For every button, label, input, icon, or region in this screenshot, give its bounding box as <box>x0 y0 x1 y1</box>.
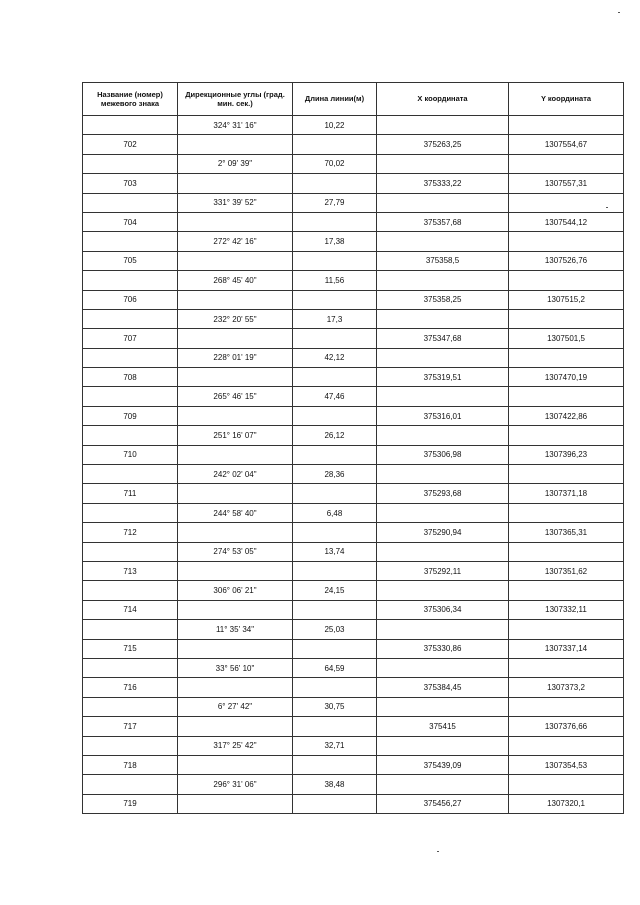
table-row <box>83 212 624 231</box>
direction-angle-cell <box>178 523 293 542</box>
line-length-cell <box>293 561 377 580</box>
x-coordinate-cell: 375358,25 <box>377 290 509 309</box>
x-coordinate-cell: 375456,27 <box>377 794 509 813</box>
table-row <box>83 426 624 445</box>
x-coordinate-cell <box>377 154 509 173</box>
table-row <box>83 600 624 619</box>
direction-angle-cell <box>178 484 293 503</box>
y-coordinate-cell: 1307501,5 <box>509 329 624 348</box>
marker-name-cell <box>83 387 178 406</box>
y-coordinate-cell: 1307351,62 <box>509 561 624 580</box>
marker-name-cell: 707 <box>83 329 178 348</box>
line-length-cell <box>293 406 377 425</box>
x-coordinate-cell <box>377 271 509 290</box>
table-row <box>83 368 624 387</box>
line-length-cell <box>293 484 377 503</box>
direction-angle-cell <box>178 406 293 425</box>
x-coordinate-cell <box>377 775 509 794</box>
x-coordinate-cell <box>377 658 509 677</box>
y-coordinate-cell <box>509 116 624 135</box>
direction-angle-cell <box>178 174 293 193</box>
table-row <box>83 620 624 639</box>
x-coordinate-cell <box>377 193 509 212</box>
table-row <box>83 775 624 794</box>
table-row <box>83 639 624 658</box>
x-coordinate-cell: 375358,5 <box>377 251 509 270</box>
table-row <box>83 581 624 600</box>
marker-name-cell: 710 <box>83 445 178 464</box>
direction-angle-cell: 228° 01' 19" <box>178 348 293 367</box>
marker-name-cell: 702 <box>83 135 178 154</box>
x-coordinate-cell: 375439,09 <box>377 755 509 774</box>
line-length-cell: 64,59 <box>293 658 377 677</box>
marker-name-cell: 711 <box>83 484 178 503</box>
x-coordinate-cell <box>377 581 509 600</box>
line-length-cell: 38,48 <box>293 775 377 794</box>
line-length-cell <box>293 678 377 697</box>
x-coordinate-cell: 375357,68 <box>377 212 509 231</box>
scan-speck <box>437 851 439 852</box>
direction-angle-cell: 33° 56' 10" <box>178 658 293 677</box>
line-length-cell <box>293 717 377 736</box>
marker-name-cell: 705 <box>83 251 178 270</box>
y-coordinate-cell <box>509 154 624 173</box>
marker-name-cell: 706 <box>83 290 178 309</box>
x-coordinate-cell <box>377 736 509 755</box>
marker-name-cell: 717 <box>83 717 178 736</box>
y-coordinate-cell <box>509 697 624 716</box>
line-length-cell <box>293 174 377 193</box>
table-row <box>83 484 624 503</box>
direction-angle-cell <box>178 135 293 154</box>
y-coordinate-cell <box>509 658 624 677</box>
marker-name-cell: 708 <box>83 368 178 387</box>
table-row <box>83 755 624 774</box>
x-coordinate-cell: 375290,94 <box>377 523 509 542</box>
direction-angle-cell <box>178 600 293 619</box>
x-coordinate-cell: 375415 <box>377 717 509 736</box>
direction-angle-cell <box>178 794 293 813</box>
marker-name-cell <box>83 154 178 173</box>
y-coordinate-cell: 1307557,31 <box>509 174 624 193</box>
line-length-cell <box>293 329 377 348</box>
y-coordinate-cell: 1307371,18 <box>509 484 624 503</box>
y-coordinate-cell <box>509 271 624 290</box>
x-coordinate-cell <box>377 426 509 445</box>
direction-angle-cell <box>178 639 293 658</box>
marker-name-cell: 714 <box>83 600 178 619</box>
marker-name-cell <box>83 581 178 600</box>
x-coordinate-cell <box>377 503 509 522</box>
y-coordinate-cell <box>509 581 624 600</box>
marker-name-cell <box>83 271 178 290</box>
line-length-cell <box>293 794 377 813</box>
line-length-cell: 32,71 <box>293 736 377 755</box>
x-coordinate-cell: 375316,01 <box>377 406 509 425</box>
direction-angle-cell: 244° 58' 40" <box>178 503 293 522</box>
line-length-cell <box>293 368 377 387</box>
header-x-coordinate: X координата <box>377 83 509 116</box>
y-coordinate-cell <box>509 465 624 484</box>
marker-name-cell: 703 <box>83 174 178 193</box>
table-row <box>83 154 624 173</box>
y-coordinate-cell: 1307332,11 <box>509 600 624 619</box>
direction-angle-cell <box>178 678 293 697</box>
line-length-cell <box>293 251 377 270</box>
y-coordinate-cell: 1307376,66 <box>509 717 624 736</box>
x-coordinate-cell: 375306,34 <box>377 600 509 619</box>
y-coordinate-cell <box>509 775 624 794</box>
line-length-cell: 70,02 <box>293 154 377 173</box>
marker-name-cell: 709 <box>83 406 178 425</box>
direction-angle-cell: 6° 27' 42" <box>178 697 293 716</box>
y-coordinate-cell: 1307470,19 <box>509 368 624 387</box>
x-coordinate-cell: 375347,68 <box>377 329 509 348</box>
marker-name-cell <box>83 620 178 639</box>
table-row <box>83 542 624 561</box>
marker-name-cell <box>83 542 178 561</box>
table-row <box>83 445 624 464</box>
table-row <box>83 309 624 328</box>
line-length-cell: 11,56 <box>293 271 377 290</box>
header-marker-name: Название (номер) межевого знака <box>83 83 178 116</box>
x-coordinate-cell: 375263,25 <box>377 135 509 154</box>
y-coordinate-cell: 1307554,67 <box>509 135 624 154</box>
marker-name-cell <box>83 775 178 794</box>
scan-speck <box>606 207 608 208</box>
x-coordinate-cell: 375293,68 <box>377 484 509 503</box>
marker-name-cell <box>83 697 178 716</box>
line-length-cell <box>293 445 377 464</box>
x-coordinate-cell <box>377 620 509 639</box>
direction-angle-cell: 251° 16' 07" <box>178 426 293 445</box>
y-coordinate-cell <box>509 309 624 328</box>
marker-name-cell <box>83 348 178 367</box>
table-row <box>83 135 624 154</box>
y-coordinate-cell: 1307526,76 <box>509 251 624 270</box>
table-row <box>83 658 624 677</box>
direction-angle-cell: 11° 35' 34" <box>178 620 293 639</box>
x-coordinate-cell: 375319,51 <box>377 368 509 387</box>
x-coordinate-cell: 375384,45 <box>377 678 509 697</box>
x-coordinate-cell <box>377 116 509 135</box>
marker-name-cell <box>83 465 178 484</box>
direction-angle-cell <box>178 329 293 348</box>
line-length-cell: 26,12 <box>293 426 377 445</box>
table-row <box>83 232 624 251</box>
line-length-cell: 28,36 <box>293 465 377 484</box>
y-coordinate-cell: 1307354,53 <box>509 755 624 774</box>
direction-angle-cell <box>178 561 293 580</box>
line-length-cell: 6,48 <box>293 503 377 522</box>
direction-angle-cell: 242° 02' 04" <box>178 465 293 484</box>
table-row <box>83 717 624 736</box>
table-row <box>83 329 624 348</box>
table-row <box>83 271 624 290</box>
y-coordinate-cell <box>509 232 624 251</box>
direction-angle-cell <box>178 290 293 309</box>
direction-angle-cell: 331° 39' 52" <box>178 193 293 212</box>
table-header-row <box>83 83 624 116</box>
y-coordinate-cell <box>509 542 624 561</box>
table-row <box>83 406 624 425</box>
line-length-cell <box>293 523 377 542</box>
line-length-cell: 42,12 <box>293 348 377 367</box>
direction-angle-cell <box>178 755 293 774</box>
direction-angle-cell: 317° 25' 42" <box>178 736 293 755</box>
y-coordinate-cell <box>509 736 624 755</box>
marker-name-cell <box>83 116 178 135</box>
marker-name-cell <box>83 193 178 212</box>
y-coordinate-cell: 1307544,12 <box>509 212 624 231</box>
marker-name-cell: 718 <box>83 755 178 774</box>
table-row <box>83 387 624 406</box>
table-row <box>83 736 624 755</box>
x-coordinate-cell <box>377 232 509 251</box>
table-row <box>83 465 624 484</box>
line-length-cell: 27,79 <box>293 193 377 212</box>
y-coordinate-cell: 1307422,86 <box>509 406 624 425</box>
direction-angle-cell: 324° 31' 16" <box>178 116 293 135</box>
y-coordinate-cell <box>509 426 624 445</box>
line-length-cell: 17,3 <box>293 309 377 328</box>
table-row <box>83 523 624 542</box>
table-row <box>83 561 624 580</box>
header-direction-angle: Дирекционные углы (град. мин. сек.) <box>178 83 293 116</box>
x-coordinate-cell <box>377 697 509 716</box>
scan-speck <box>618 12 620 13</box>
table-body <box>83 116 624 814</box>
x-coordinate-cell <box>377 465 509 484</box>
y-coordinate-cell <box>509 620 624 639</box>
y-coordinate-cell: 1307515,2 <box>509 290 624 309</box>
direction-angle-cell: 274° 53' 05" <box>178 542 293 561</box>
y-coordinate-cell <box>509 387 624 406</box>
direction-angle-cell <box>178 251 293 270</box>
line-length-cell: 30,75 <box>293 697 377 716</box>
x-coordinate-cell <box>377 387 509 406</box>
y-coordinate-cell: 1307320,1 <box>509 794 624 813</box>
x-coordinate-cell: 375330,86 <box>377 639 509 658</box>
table-row <box>83 794 624 813</box>
line-length-cell <box>293 212 377 231</box>
line-length-cell <box>293 135 377 154</box>
table-row <box>83 678 624 697</box>
x-coordinate-cell: 375333,22 <box>377 174 509 193</box>
line-length-cell <box>293 600 377 619</box>
line-length-cell: 24,15 <box>293 581 377 600</box>
direction-angle-cell: 272° 42' 16" <box>178 232 293 251</box>
line-length-cell: 47,46 <box>293 387 377 406</box>
table-row <box>83 193 624 212</box>
marker-name-cell <box>83 232 178 251</box>
marker-name-cell <box>83 736 178 755</box>
table-row <box>83 503 624 522</box>
direction-angle-cell: 268° 45' 40" <box>178 271 293 290</box>
table-row <box>83 348 624 367</box>
marker-name-cell: 712 <box>83 523 178 542</box>
line-length-cell <box>293 755 377 774</box>
y-coordinate-cell: 1307373,2 <box>509 678 624 697</box>
line-length-cell: 10,22 <box>293 116 377 135</box>
header-line-length: Длина линии(м) <box>293 83 377 116</box>
table-row <box>83 290 624 309</box>
x-coordinate-cell <box>377 348 509 367</box>
y-coordinate-cell <box>509 348 624 367</box>
table-row <box>83 116 624 135</box>
x-coordinate-cell: 375292,11 <box>377 561 509 580</box>
direction-angle-cell <box>178 368 293 387</box>
direction-angle-cell: 296° 31' 06" <box>178 775 293 794</box>
direction-angle-cell <box>178 717 293 736</box>
direction-angle-cell: 232° 20' 55" <box>178 309 293 328</box>
x-coordinate-cell <box>377 542 509 561</box>
direction-angle-cell: 2° 09' 39" <box>178 154 293 173</box>
y-coordinate-cell: 1307337,14 <box>509 639 624 658</box>
direction-angle-cell <box>178 212 293 231</box>
line-length-cell <box>293 290 377 309</box>
header-y-coordinate: Y координата <box>509 83 624 116</box>
y-coordinate-cell <box>509 503 624 522</box>
line-length-cell: 17,38 <box>293 232 377 251</box>
marker-name-cell <box>83 503 178 522</box>
marker-name-cell: 716 <box>83 678 178 697</box>
marker-name-cell: 704 <box>83 212 178 231</box>
y-coordinate-cell: 1307396,23 <box>509 445 624 464</box>
line-length-cell <box>293 639 377 658</box>
boundary-coordinates-table <box>82 82 624 814</box>
marker-name-cell <box>83 309 178 328</box>
direction-angle-cell: 265° 46' 15" <box>178 387 293 406</box>
marker-name-cell <box>83 426 178 445</box>
line-length-cell: 25,03 <box>293 620 377 639</box>
table-row <box>83 251 624 270</box>
table-row <box>83 174 624 193</box>
direction-angle-cell: 306° 06' 21" <box>178 581 293 600</box>
marker-name-cell <box>83 658 178 677</box>
line-length-cell: 13,74 <box>293 542 377 561</box>
marker-name-cell: 719 <box>83 794 178 813</box>
direction-angle-cell <box>178 445 293 464</box>
marker-name-cell: 715 <box>83 639 178 658</box>
marker-name-cell: 713 <box>83 561 178 580</box>
table-row <box>83 697 624 716</box>
y-coordinate-cell: 1307365,31 <box>509 523 624 542</box>
x-coordinate-cell: 375306,98 <box>377 445 509 464</box>
x-coordinate-cell <box>377 309 509 328</box>
y-coordinate-cell <box>509 193 624 212</box>
